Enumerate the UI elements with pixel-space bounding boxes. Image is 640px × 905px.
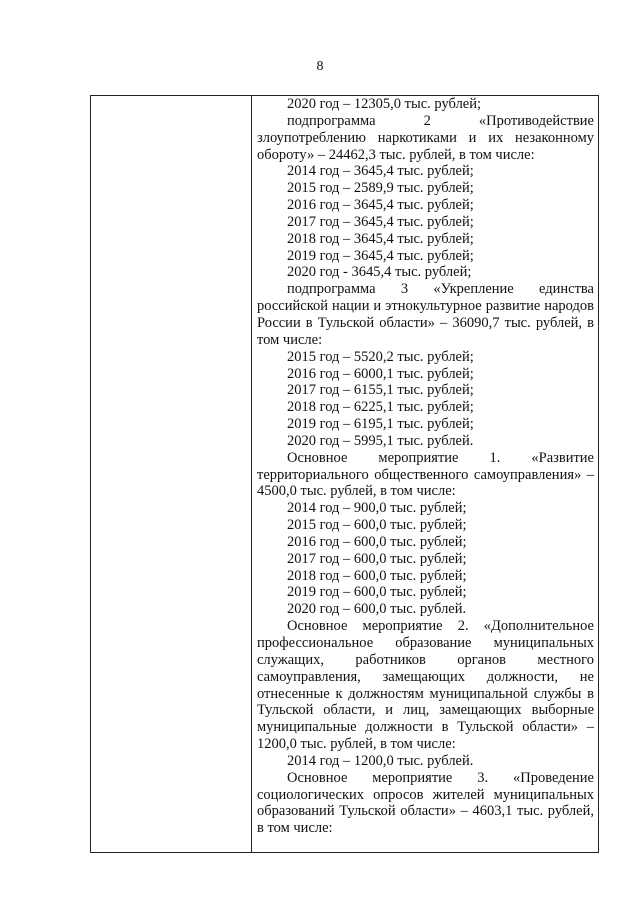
program-paragraph: подпрограмма 2 «Противодействие злоупотреблению наркотиками и их незаконному обороту» – 24462,3 тыс. рублей, в том числе: — [257, 112, 594, 163]
program-paragraph: Основное мероприятие 2. «Дополнительное профессиональное образование муниципальных служащих, работников органов местного самоуправления, замещающих должности, не отнесенные к должностям муниципальной службы в Тульской области, и лиц, замещающих выборные муниципальные должности в Тульской области» – 1200,0 тыс. рублей, в том числе: — [257, 618, 594, 753]
funding-year-line: 2018 год – 600,0 тыс. рублей; — [287, 567, 467, 584]
funding-year-line: 2019 год – 3645,4 тыс. рублей; — [287, 247, 474, 264]
program-paragraph: подпрограмма 3 «Укрепление единства российской нации и этнокультурное развитие народов России в Тульской области» – 36090,7 тыс. рублей, в том числе: — [257, 281, 594, 348]
funding-year-line: 2014 год – 900,0 тыс. рублей; — [287, 500, 467, 517]
funding-year-line: 2016 год – 6000,1 тыс. рублей; — [287, 365, 474, 382]
page-number: 8 — [316, 59, 324, 74]
funding-year-line: 2015 год – 2589,9 тыс. рублей; — [287, 180, 474, 197]
funding-year-line: 2018 год – 6225,1 тыс. рублей; — [287, 399, 474, 416]
program-paragraph: Основное мероприятие 3. «Проведение социологических опросов жителей муниципальных образований Тульской области» – 4603,1 тыс. рублей, в том числе: — [257, 769, 594, 837]
funding-year-line: 2015 год – 5520,2 тыс. рублей; — [287, 348, 474, 365]
program-paragraph: Основное мероприятие 1. «Развитие территориального общественного самоуправления» – 4500,0 тыс. рублей, в том числе: — [257, 449, 594, 500]
table-left-cell — [91, 96, 251, 852]
table-right-cell — [257, 96, 594, 837]
funding-year-line: 2020 год - 3645,4 тыс. рублей; — [287, 264, 472, 281]
funding-year-line: 2016 год – 3645,4 тыс. рублей; — [287, 197, 474, 214]
funding-year-line: 2016 год – 600,0 тыс. рублей; — [287, 533, 467, 550]
funding-year-line: 2019 год – 6195,1 тыс. рублей; — [287, 416, 474, 433]
funding-year-line: 2019 год – 600,0 тыс. рублей; — [287, 584, 467, 601]
document-table — [90, 95, 599, 853]
funding-year-line: 2015 год – 600,0 тыс. рублей; — [287, 517, 467, 534]
funding-year-line: 2014 год – 1200,0 тыс. рублей. — [287, 752, 474, 769]
funding-year-line: 2020 год – 600,0 тыс. рублей. — [287, 601, 467, 618]
funding-year-line: 2017 год – 6155,1 тыс. рублей; — [287, 382, 474, 399]
funding-year-line: 2014 год – 3645,4 тыс. рублей; — [287, 163, 474, 180]
funding-year-line: 2017 год – 3645,4 тыс. рублей; — [287, 213, 474, 230]
column-divider — [251, 96, 252, 852]
funding-year-line: 2020 год – 5995,1 тыс. рублей. — [287, 432, 474, 449]
funding-year-line: 2017 год – 600,0 тыс. рублей; — [287, 550, 467, 567]
funding-year-line: 2020 год – 12305,0 тыс. рублей; — [287, 96, 482, 112]
funding-year-line: 2018 год – 3645,4 тыс. рублей; — [287, 230, 474, 247]
